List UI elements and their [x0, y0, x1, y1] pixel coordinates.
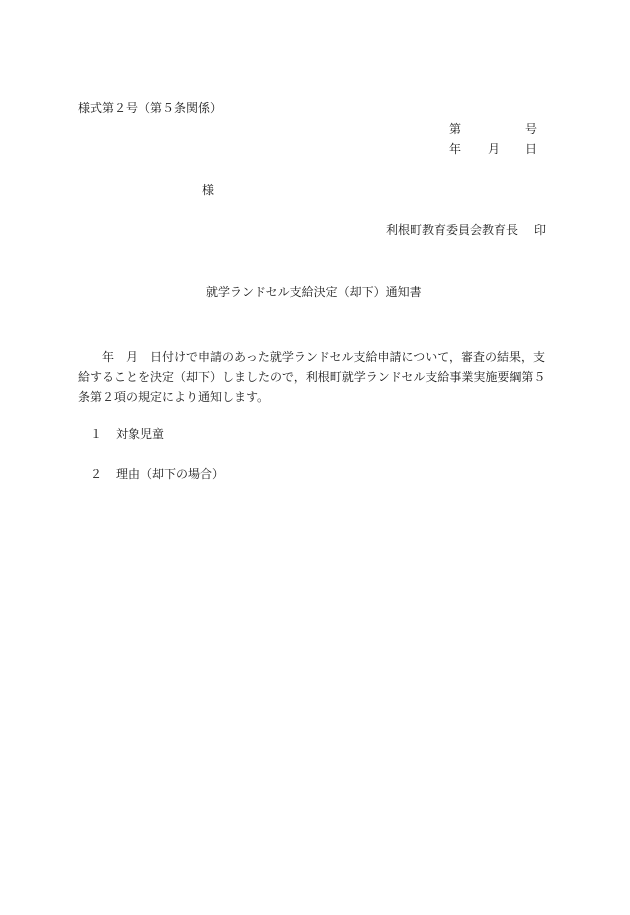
list-item-label: 理由（却下の場合）: [116, 467, 225, 481]
notice-body: [78, 347, 552, 407]
date-month-label: 月: [488, 142, 501, 156]
addressee-honorific: 様: [202, 183, 215, 197]
issuer-name: 利根町教育委員会教育長: [386, 223, 519, 237]
issuer-seal-mark: 印: [534, 223, 547, 237]
document-number-prefix: 第: [449, 122, 462, 136]
list-item-number: １: [90, 427, 103, 441]
document-number-suffix: 号: [525, 122, 538, 136]
document-title: 就学ランドセル支給決定（却下）通知書: [206, 285, 422, 299]
date-day-label: 日: [525, 142, 538, 156]
date-year-label: 年: [449, 142, 462, 156]
form-number-label: 様式第２号（第５条関係）: [78, 101, 223, 115]
notice-body-line: 年 月 日付けで申請のあった就学ランドセル支給申請について，審査の結果，支: [102, 350, 546, 364]
list-item-number: ２: [90, 467, 103, 481]
list-item-label: 対象児童: [116, 427, 165, 441]
list-item-target-child: [90, 428, 164, 440]
list-item-reason: [90, 468, 224, 480]
notice-body-line: 給することを決定（却下）しましたので，利根町就学ランドセル支給事業実施要綱第５: [78, 370, 546, 384]
notice-body-line: 条第２項の規定により通知します。: [78, 390, 270, 404]
